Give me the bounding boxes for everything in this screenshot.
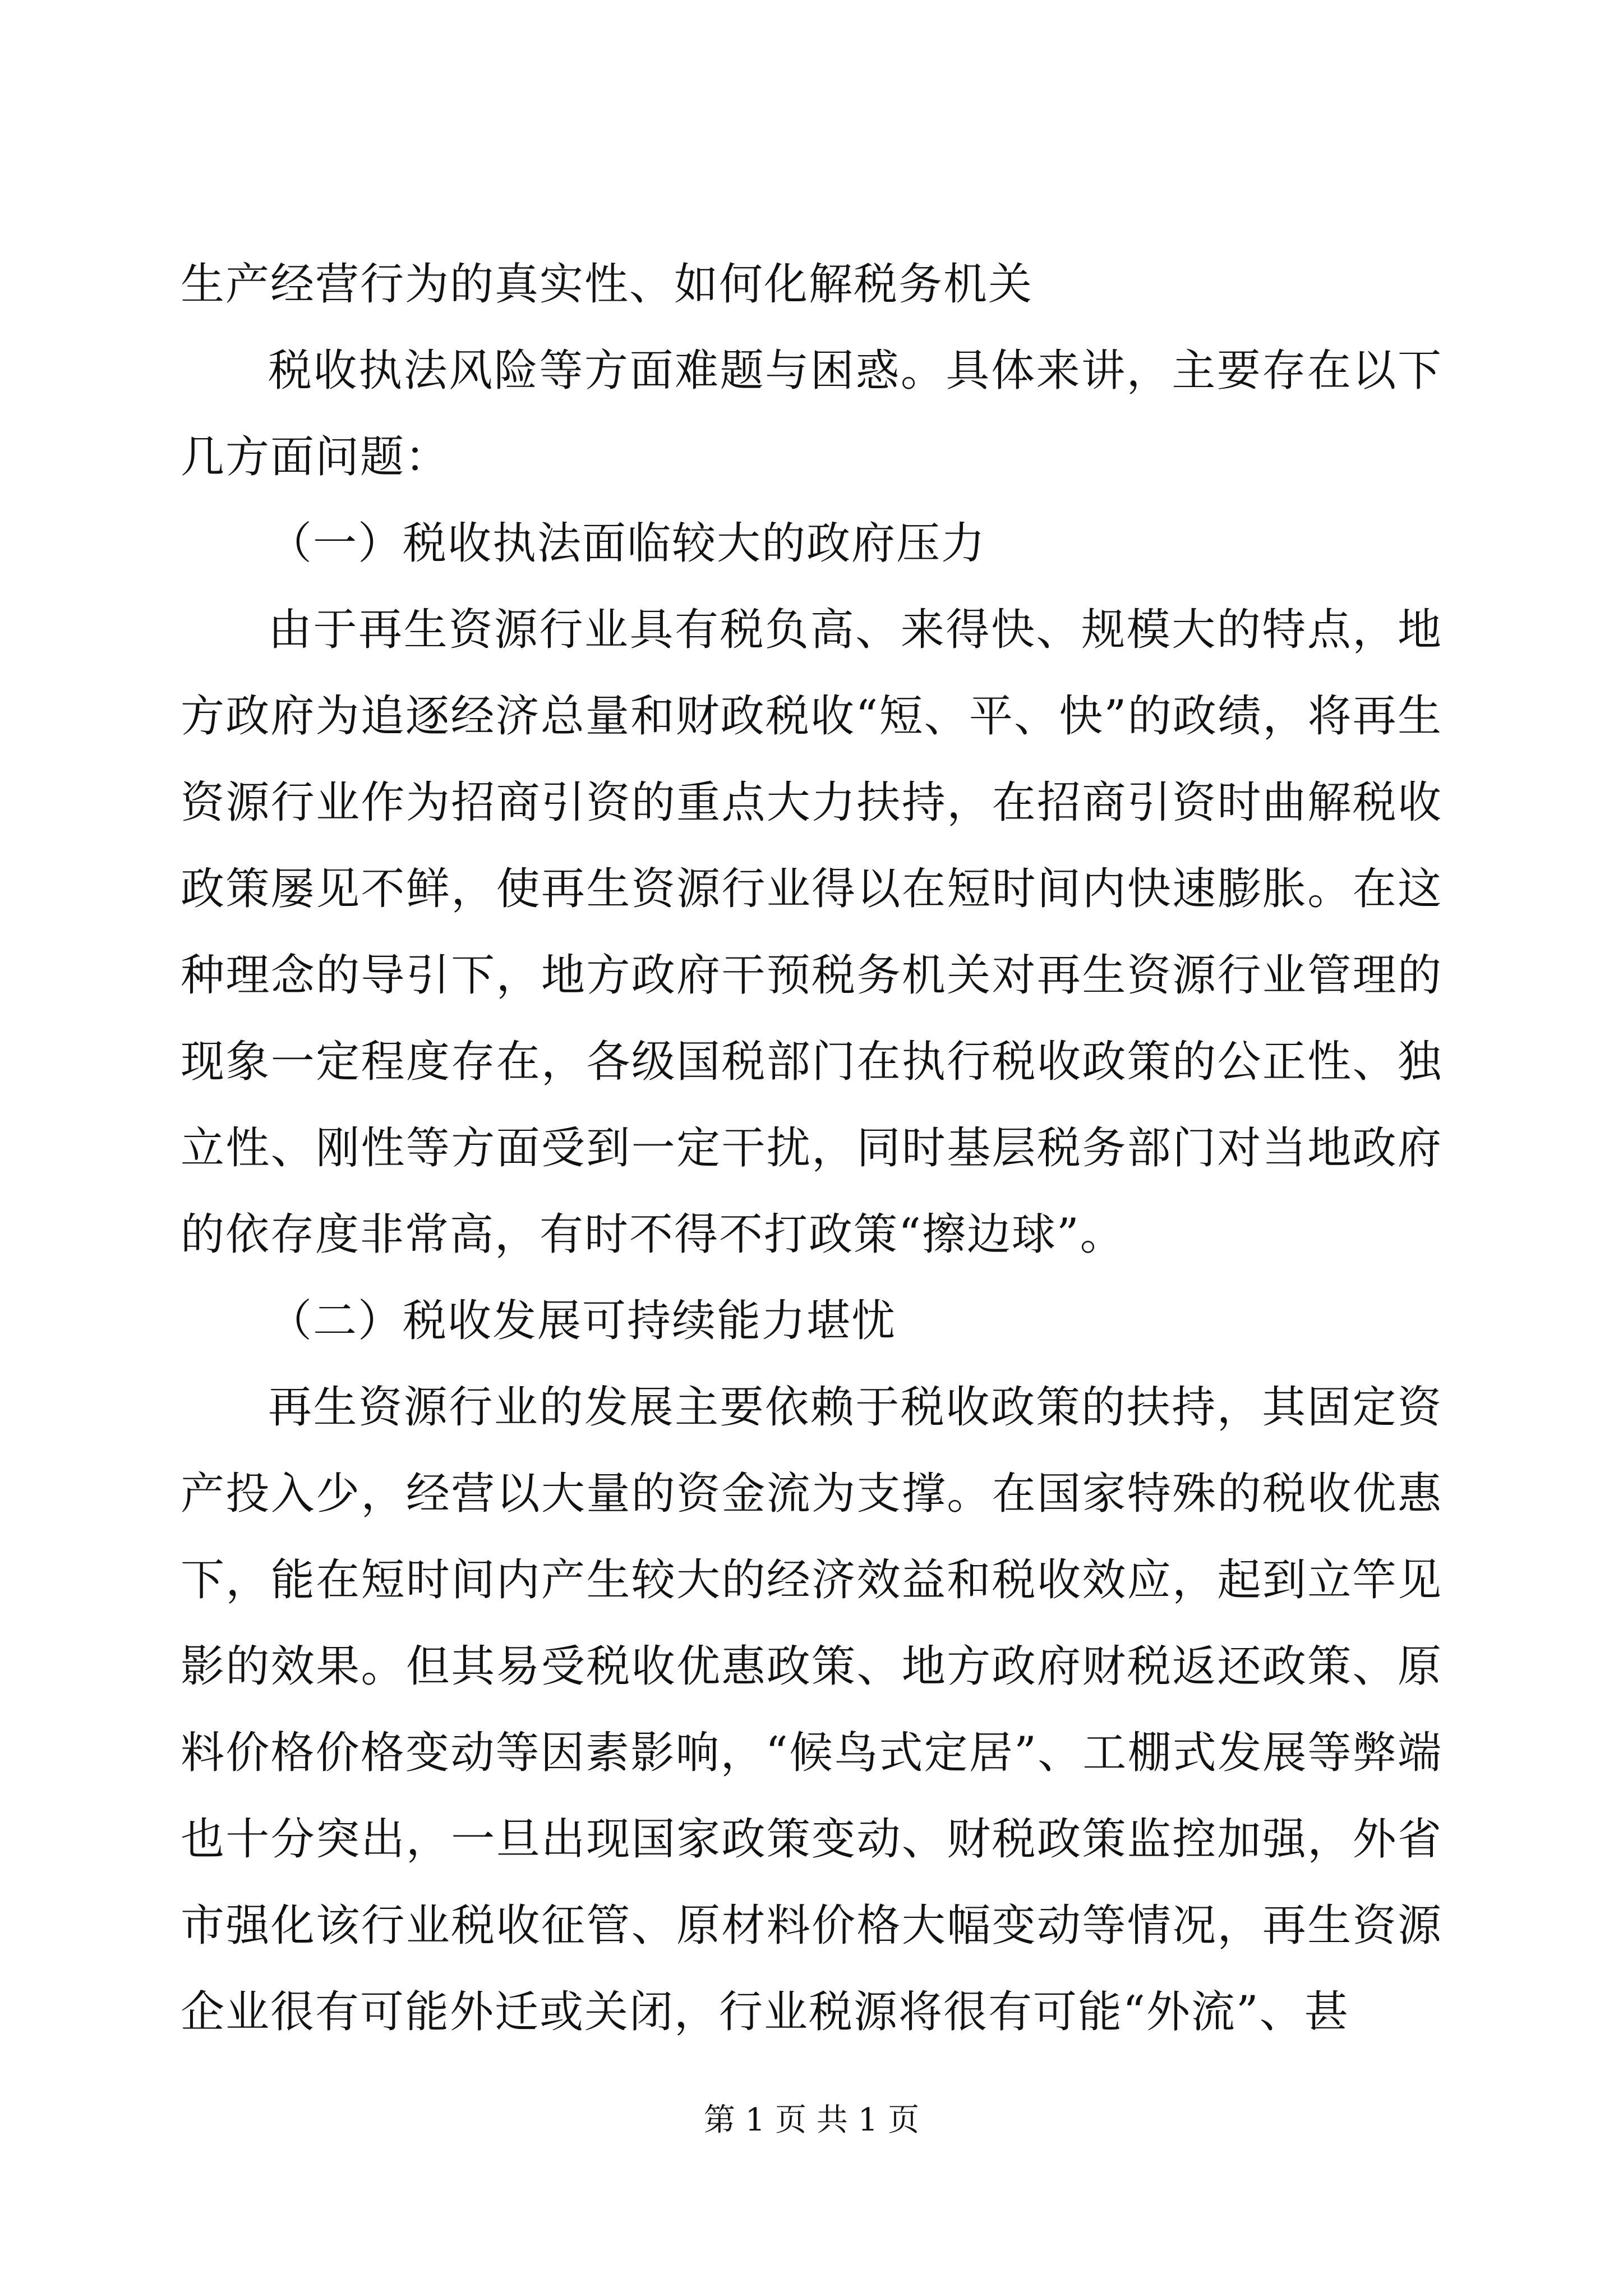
paragraph-continuation: 生产经营行为的真实性、如何化解税务机关 <box>181 259 1034 310</box>
page-number-footer: 第 1 页 共 1 页 <box>703 2102 920 2138</box>
document-body <box>181 241 1442 2055</box>
section-heading-1: （一）税收执法面临较大的政府压力 <box>268 518 986 569</box>
paragraph-intro: 税收执法风险等方面难题与困惑。具体来讲，主要存在以下几方面问题： <box>181 346 1442 482</box>
section-heading-2: （二）税收发展可持续能力堪忧 <box>268 1296 897 1346</box>
paragraph-sustainability: 再生资源行业的发展主要依赖于税收政策的扶持，其固定资产投入少，经营以大量的资金流为支撑。在国家特殊的税收优惠下，能在短时间内产生较大的经济效益和税收效应，起到立竿见影的效果。但其易受税收优惠政策、地方政府财税返还政策、原料价格价格变动等因素影响，“候鸟式定居”、工棚式发展等弊端也十分突出，一旦出现国家政策变动、财税政策监控加强，外省市强化该行业税收征管、原材料价格大幅变动等情况，再生资源企业很有可能外迁或关闭，行业税源将很有可能“外流”、甚 <box>181 1382 1442 2037</box>
paragraph-government-pressure: 由于再生资源行业具有税负高、来得快、规模大的特点，地方政府为追逐经济总量和财政税收“短、平、快”的政绩，将再生资源行业作为招商引资的重点大力扶持，在招商引资时曲解税收政策屡见不鲜，使再生资源行业得以在短时间内快速膨胀。在这种理念的导引下，地方政府干预税务机关对再生资源行业管理的现象一定程度存在，各级国税部门在执行税收政策的公正性、独立性、刚性等方面受到一定干扰，同时基层税务部门对当地政府的依存度非常高，有时不得不打政策“擦边球”。 <box>181 605 1442 1260</box>
